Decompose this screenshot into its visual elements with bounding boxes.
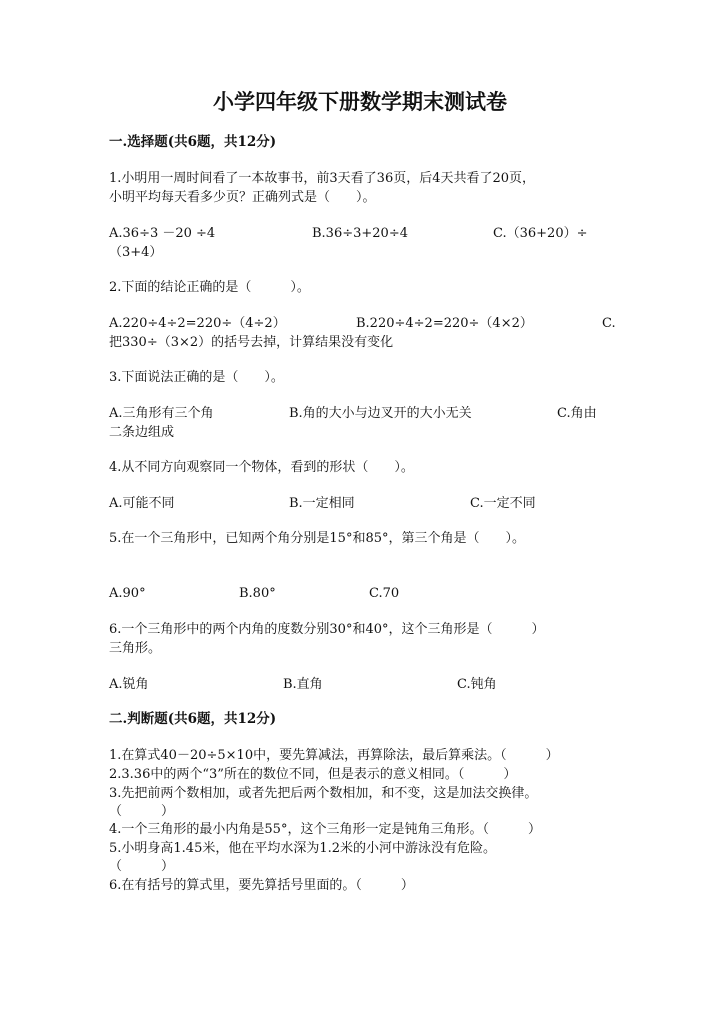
question-5-line-1: 5.在一个三角形中，已知两个角分别是15°和85°，第三个角是（ ）。 <box>109 531 525 546</box>
question-4-option-b: B.一定相同 <box>289 496 355 511</box>
question-6-option-b: B.直角 <box>283 677 323 692</box>
question-2-option-b: B.220÷4÷2=220÷（4×2） <box>356 316 533 331</box>
question-6-option-c: C.钝角 <box>457 677 497 692</box>
question-4-option-c: C.一定不同 <box>470 496 536 511</box>
question-1-option-b: B.36÷3+20÷4 <box>312 226 408 241</box>
judgement-line-6: 6.在有括号的算式里，要先算括号里面的。（ ） <box>109 878 414 893</box>
question-3-option-b: B.角的大小与边叉开的大小无关 <box>289 406 472 421</box>
question-3-option-c: C.角由 <box>557 406 597 421</box>
question-5-option-c: C.70 <box>369 586 400 601</box>
question-1-line-1: 1.小明用一周时间看了一本故事书，前3天看了36页，后4天共看了20页， <box>109 171 536 186</box>
question-2-option-c-cont: 把330÷（3×2）的括号去掉，计算结果没有变化 <box>109 335 394 350</box>
judgement-line-5-cont: （ ） <box>109 859 175 874</box>
judgement-line-5: 5.小明身高1.45米，他在平均水深为1.2米的小河中游泳没有危险。 <box>109 841 497 856</box>
question-2-option-a: A.220÷4÷2=220÷（4÷2） <box>109 316 286 331</box>
question-2-line-1: 2.下面的结论正确的是（ ）。 <box>109 280 310 295</box>
question-4-line-1: 4.从不同方向观察同一个物体，看到的形状（ ）。 <box>109 460 414 475</box>
section-heading-choice: 一.选择题(共6题，共12分) <box>109 134 277 150</box>
question-6-option-a: A.锐角 <box>109 677 149 692</box>
section-heading-judgement: 二.判断题(共6题，共12分) <box>109 711 277 727</box>
question-5-option-a: A.90° <box>109 586 146 601</box>
question-5-option-b: B.80° <box>239 586 276 601</box>
question-1-line-2: 小明平均每天看多少页？正确列式是（ ）。 <box>109 190 376 205</box>
judgement-line-2: 2.3.36中的两个“3”所在的数位不同，但是表示的意义相同。（ ） <box>109 767 517 782</box>
page-title: 小学四年级下册数学期末测试卷 <box>213 89 507 114</box>
question-1-option-c: C.（36+20）÷ <box>493 226 588 241</box>
question-6-line-2: 三角形。 <box>109 641 162 656</box>
judgement-line-1: 1.在算式40－20÷5×10中，要先算减法，再算除法，最后算乘法。（ ） <box>109 748 559 763</box>
question-6-line-1: 6.一个三角形中的两个内角的度数分别30°和40°，这个三角形是（ ） <box>109 622 545 637</box>
question-1-option-c-cont: （3+4） <box>109 245 163 260</box>
question-4-option-a: A.可能不同 <box>109 496 175 511</box>
question-3-option-a: A.三角形有三个角 <box>109 406 214 421</box>
judgement-line-4: 4.一个三角形的最小内角是55°，这个三角形一定是钝角三角形。（ ） <box>109 822 541 837</box>
judgement-line-3-cont: （ ） <box>109 804 175 819</box>
question-3-option-c-cont: 二条边组成 <box>109 425 175 440</box>
question-2-option-c: C. <box>602 316 616 331</box>
judgement-line-3: 3.先把前两个数相加，或者先把后两个数相加，和不变，这是加法交换律。 <box>109 786 538 801</box>
question-3-line-1: 3.下面说法正确的是（ ）。 <box>109 370 284 385</box>
question-1-option-a: A.36÷3 －20 ÷4 <box>109 226 216 241</box>
